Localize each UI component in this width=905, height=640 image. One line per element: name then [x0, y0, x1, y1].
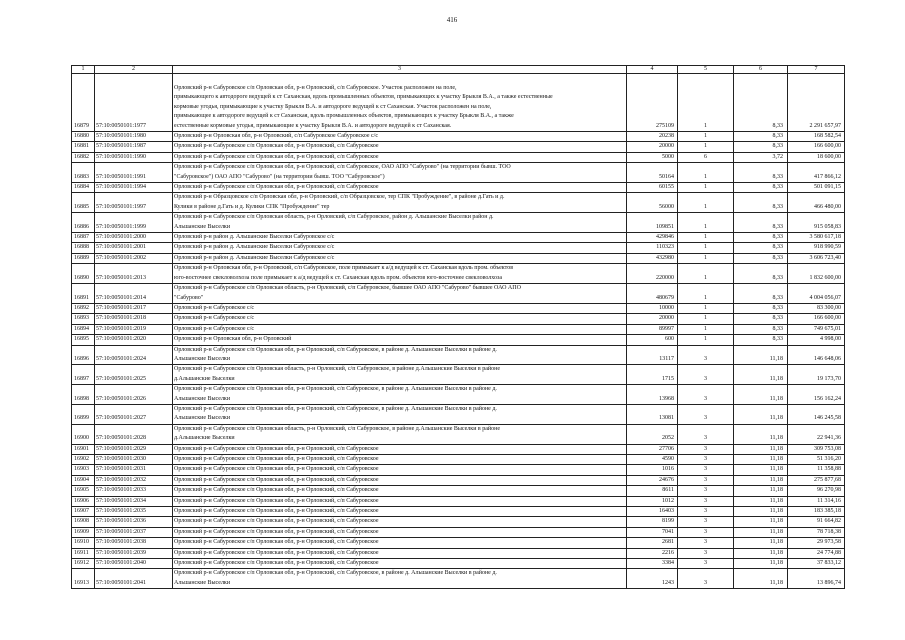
row-number-cell: 16891 [72, 284, 95, 304]
row-number-cell: 16902 [72, 455, 95, 465]
cadastral-number-cell: 57:10:0050101:2025 [95, 365, 173, 385]
value-cell: 501 091,15 [788, 183, 845, 193]
row-number-cell: 16904 [72, 475, 95, 485]
group-cell: 1 [678, 284, 734, 304]
rate-cell: 8,33 [734, 233, 788, 243]
rate-cell: 11,18 [734, 538, 788, 548]
row-number-cell: 16899 [72, 404, 95, 424]
rate-cell: 8,33 [734, 142, 788, 152]
rate-cell: 11,18 [734, 385, 788, 405]
location-description-cell: Орловский р-н район д. Альшанские Выселки Сабуровское с/с [173, 243, 627, 253]
group-cell: 1 [678, 314, 734, 324]
cadastral-number-cell: 57:10:0050101:1991 [95, 163, 173, 183]
cadastral-number-cell: 57:10:0050101:2041 [95, 569, 173, 589]
cadastral-number-cell: 57:10:0050101:2039 [95, 548, 173, 558]
area-cell: 16403 [627, 507, 678, 517]
group-cell: 1 [678, 233, 734, 243]
rate-cell: 11,18 [734, 424, 788, 444]
table-row [72, 465, 845, 475]
table-row [72, 507, 845, 517]
group-cell: 1 [678, 264, 734, 284]
table-row [72, 243, 845, 253]
row-number-cell: 16906 [72, 496, 95, 506]
area-cell: 109851 [627, 213, 678, 233]
table-row [72, 365, 845, 385]
value-cell: 146 245,58 [788, 404, 845, 424]
location-description-cell: Орловский р-н Сабуровское с/п Орловская обл, р-н Орловский, с/п Сабуровское. Участок расположен на поле, примыкающего к автодороге ведущей к ст Саханская, вдоль промышленных объектов, примыкающих к участку Брыкля В.А., а также естественные кормовые угодья, примыкающие к участку Брыкля В.А. и автодороге ведущей к ст Саханская. Участок расположен на поле, примыкающее к автодороге ведущей к ст Саханская, вдоль промышленных объектов, примыкающих к участку Брыкля В.А., а также естественные кормовые угодья, примыкающие к участку Брыкля В.А. и автодороге ведущей к ст Саханская. [173, 74, 627, 132]
table-row [72, 517, 845, 527]
location-description-cell: Орловский р-н Сабуровское с/п Орловская обл, р-н Орловский, с/п Сабуровское [173, 455, 627, 465]
group-cell: 3 [678, 538, 734, 548]
group-cell: 3 [678, 517, 734, 527]
cadastral-number-cell: 57:10:0050101:2001 [95, 243, 173, 253]
cadastral-number-cell: 57:10:0050101:2024 [95, 345, 173, 365]
cadastral-number-cell: 57:10:0050101:2034 [95, 496, 173, 506]
rate-cell: 8,33 [734, 335, 788, 345]
area-cell: 432980 [627, 253, 678, 263]
column-header: 1 [72, 66, 95, 74]
value-cell: 1 832 600,00 [788, 264, 845, 284]
group-cell: 3 [678, 424, 734, 444]
row-number-cell: 16894 [72, 324, 95, 334]
column-header: 6 [734, 66, 788, 74]
location-description-cell: Орловский р-н Сабуровское с/п Орловская обл, р-н Орловский, с/п Сабуровское, в районе д. Альшанские Выселки в районе д. Альшанские Выселки [173, 404, 627, 424]
cadastral-number-cell: 57:10:0050101:2030 [95, 455, 173, 465]
group-cell: 3 [678, 475, 734, 485]
value-cell: 146 648,06 [788, 345, 845, 365]
rate-cell: 8,33 [734, 163, 788, 183]
value-cell: 915 058,83 [788, 213, 845, 233]
group-cell: 1 [678, 335, 734, 345]
area-cell: 20000 [627, 314, 678, 324]
table-row [72, 193, 845, 213]
group-cell: 1 [678, 183, 734, 193]
group-cell: 3 [678, 559, 734, 569]
area-cell: 110323 [627, 243, 678, 253]
location-description-cell: Орловский р-н Сабуровское с/п Орловская область, р-н Орловский, с/п Сабуровское, в районе д.Альшанские Выселки в районе д.Альшанские Выселки [173, 365, 627, 385]
rate-cell: 11,18 [734, 345, 788, 365]
column-header: 2 [95, 66, 173, 74]
table-header-row [72, 66, 845, 74]
cadastral-number-cell: 57:10:0050101:1990 [95, 152, 173, 162]
area-cell: 56000 [627, 193, 678, 213]
group-cell: 3 [678, 455, 734, 465]
row-number-cell: 16889 [72, 253, 95, 263]
table-row [72, 213, 845, 233]
cadastral-number-cell: 57:10:0050101:1977 [95, 74, 173, 132]
rate-cell: 8,33 [734, 284, 788, 304]
group-cell: 1 [678, 303, 734, 313]
area-cell: 24676 [627, 475, 678, 485]
value-cell: 156 162,24 [788, 385, 845, 405]
rate-cell: 8,33 [734, 303, 788, 313]
rate-cell: 11,18 [734, 404, 788, 424]
group-cell: 1 [678, 324, 734, 334]
value-cell: 4 998,00 [788, 335, 845, 345]
row-number-cell: 16881 [72, 142, 95, 152]
location-description-cell: Орловский р-н Образцовское с/п Орловская обл, р-н Орловский, с/п Образцовское, тер СПК "Пробуждение", в районе д.Гать и д. Кулики в районе д.Гать и д. Кулики СПК "Пробуждение" тер [173, 193, 627, 213]
table-row [72, 486, 845, 496]
rate-cell: 8,33 [734, 324, 788, 334]
value-cell: 96 270,98 [788, 486, 845, 496]
group-cell: 1 [678, 253, 734, 263]
value-cell: 83 300,00 [788, 303, 845, 313]
rate-cell: 11,18 [734, 465, 788, 475]
area-cell: 5000 [627, 152, 678, 162]
column-header: 5 [678, 66, 734, 74]
value-cell: 78 718,38 [788, 527, 845, 537]
table-row [72, 385, 845, 405]
area-cell: 220000 [627, 264, 678, 284]
group-cell: 3 [678, 548, 734, 558]
value-cell: 37 833,12 [788, 559, 845, 569]
rate-cell: 11,18 [734, 486, 788, 496]
rate-cell: 8,33 [734, 132, 788, 142]
table-row [72, 538, 845, 548]
row-number-cell: 16908 [72, 517, 95, 527]
row-number-cell: 16897 [72, 365, 95, 385]
area-cell: 600 [627, 335, 678, 345]
rate-cell: 11,18 [734, 507, 788, 517]
rate-cell: 11,18 [734, 496, 788, 506]
rate-cell: 8,33 [734, 264, 788, 284]
value-cell: 18 600,00 [788, 152, 845, 162]
row-number-cell: 16911 [72, 548, 95, 558]
table-body [72, 74, 845, 589]
location-description-cell: Орловский р-н Сабуровское с/п Орловская обл, р-н Орловский, с/п Сабуровское [173, 527, 627, 537]
area-cell: 50164 [627, 163, 678, 183]
area-cell: 429846 [627, 233, 678, 243]
cadastral-number-cell: 57:10:0050101:2038 [95, 538, 173, 548]
row-number-cell: 16901 [72, 444, 95, 454]
rate-cell: 11,18 [734, 475, 788, 485]
rate-cell: 8,33 [734, 213, 788, 233]
row-number-cell: 16907 [72, 507, 95, 517]
value-cell: 3 580 617,18 [788, 233, 845, 243]
location-description-cell: Орловский р-н район д. Альшанские Выселки Сабуровское с/с [173, 253, 627, 263]
rate-cell: 11,18 [734, 527, 788, 537]
cadastral-number-cell: 57:10:0050101:1980 [95, 132, 173, 142]
value-cell: 19 173,70 [788, 365, 845, 385]
cadastral-number-cell: 57:10:0050101:2018 [95, 314, 173, 324]
location-description-cell: Орловский р-н Сабуровское с/п Орловская область, р-н Орловский, с/п Сабуровское, бывшее ОАО АПО "Сабурово" бывшее ОАО АПО "Сабурово" [173, 284, 627, 304]
location-description-cell: Орловский р-н Сабуровское с/п Орловская обл, р-н Орловский, с/п Сабуровское, в районе д. Альшанские Выселки в районе д. Альшанские Выселки [173, 385, 627, 405]
area-cell: 13968 [627, 385, 678, 405]
cadastral-number-cell: 57:10:0050101:2027 [95, 404, 173, 424]
table-row [72, 475, 845, 485]
location-description-cell: Орловский р-н Сабуровское с/п Орловская обл, р-н Орловский, с/п Сабуровское [173, 475, 627, 485]
table-row [72, 324, 845, 334]
rate-cell: 11,18 [734, 517, 788, 527]
table-row [72, 253, 845, 263]
location-description-cell: Орловский р-н Орловская обл, р-н Орловский, с/п Сабуровское, поле примыкает к а/д ведущей к ст. Саханская вдоль пром. объектов юго-восточнее свекловолхоза поле примыкает к а/д ведущей к ст. Саханская вдоль пром. объектов юго-восточнее свекловолхоза [173, 264, 627, 284]
cadastral-number-cell: 57:10:0050101:2033 [95, 486, 173, 496]
row-number-cell: 16887 [72, 233, 95, 243]
rate-cell: 3,72 [734, 152, 788, 162]
row-number-cell: 16885 [72, 193, 95, 213]
group-cell: 1 [678, 132, 734, 142]
group-cell: 1 [678, 193, 734, 213]
area-cell: 20238 [627, 132, 678, 142]
value-cell: 13 896,74 [788, 569, 845, 589]
location-description-cell: Орловский р-н Сабуровское с/п Орловская обл, р-н Орловский, с/п Сабуровское [173, 465, 627, 475]
table-row [72, 345, 845, 365]
table-row [72, 284, 845, 304]
table-row [72, 455, 845, 465]
cadastral-number-cell: 57:10:0050101:2020 [95, 335, 173, 345]
value-cell: 417 866,12 [788, 163, 845, 183]
location-description-cell: Орловский р-н Сабуровское с/с [173, 324, 627, 334]
row-number-cell: 16879 [72, 74, 95, 132]
row-number-cell: 16883 [72, 163, 95, 183]
cadastral-number-cell: 57:10:0050101:2028 [95, 424, 173, 444]
rate-cell: 8,33 [734, 193, 788, 213]
group-cell: 1 [678, 142, 734, 152]
area-cell: 3384 [627, 559, 678, 569]
value-cell: 24 774,88 [788, 548, 845, 558]
table-row [72, 163, 845, 183]
table-row [72, 404, 845, 424]
location-description-cell: Орловский р-н Сабуровское с/п Орловская обл, р-н Орловский, с/п Сабуровское [173, 538, 627, 548]
area-cell: 480679 [627, 284, 678, 304]
area-cell: 1715 [627, 365, 678, 385]
area-cell: 27706 [627, 444, 678, 454]
value-cell: 2 291 657,97 [788, 74, 845, 132]
rate-cell: 11,18 [734, 365, 788, 385]
land-parcel-table [71, 65, 845, 589]
value-cell: 22 941,36 [788, 424, 845, 444]
location-description-cell: Орловский р-н Сабуровское с/с [173, 303, 627, 313]
row-number-cell: 16880 [72, 132, 95, 142]
value-cell: 11 358,88 [788, 465, 845, 475]
group-cell: 1 [678, 74, 734, 132]
row-number-cell: 16903 [72, 465, 95, 475]
column-header: 7 [788, 66, 845, 74]
row-number-cell: 16913 [72, 569, 95, 589]
group-cell: 3 [678, 365, 734, 385]
value-cell: 275 877,68 [788, 475, 845, 485]
area-cell: 20000 [627, 142, 678, 152]
row-number-cell: 16912 [72, 559, 95, 569]
table-row [72, 424, 845, 444]
cadastral-number-cell: 57:10:0050101:2026 [95, 385, 173, 405]
row-number-cell: 16910 [72, 538, 95, 548]
area-cell: 8611 [627, 486, 678, 496]
rate-cell: 11,18 [734, 559, 788, 569]
table-row [72, 314, 845, 324]
row-number-cell: 16886 [72, 213, 95, 233]
group-cell: 3 [678, 404, 734, 424]
cadastral-number-cell: 57:10:0050101:2029 [95, 444, 173, 454]
area-cell: 60155 [627, 183, 678, 193]
table-row [72, 527, 845, 537]
row-number-cell: 16898 [72, 385, 95, 405]
location-description-cell: Орловский р-н Сабуровское с/п Орловская обл, р-н Орловский, с/п Сабуровское [173, 486, 627, 496]
table-row [72, 335, 845, 345]
group-cell: 3 [678, 569, 734, 589]
cadastral-number-cell: 57:10:0050101:2014 [95, 284, 173, 304]
row-number-cell: 16909 [72, 527, 95, 537]
value-cell: 166 600,00 [788, 314, 845, 324]
table-row [72, 559, 845, 569]
location-description-cell: Орловский р-н Сабуровское с/п Орловская обл, р-н Орловский, с/п Сабуровское [173, 444, 627, 454]
table-row [72, 444, 845, 454]
rate-cell: 8,33 [734, 253, 788, 263]
cadastral-number-cell: 57:10:0050101:2031 [95, 465, 173, 475]
rate-cell: 8,33 [734, 183, 788, 193]
value-cell: 3 606 723,40 [788, 253, 845, 263]
group-cell: 3 [678, 385, 734, 405]
cadastral-number-cell: 57:10:0050101:2035 [95, 507, 173, 517]
value-cell: 749 675,01 [788, 324, 845, 334]
location-description-cell: Орловский р-н Сабуровское с/п Орловская обл, р-н Орловский, с/п Сабуровское [173, 152, 627, 162]
group-cell: 3 [678, 444, 734, 454]
value-cell: 166 600,00 [788, 142, 845, 152]
location-description-cell: Орловский р-н Сабуровское с/п Орловская область, р-н Орловский, с/п Сабуровское, в районе д.Альшанские Выселки в районе д.Альшанские Выселки [173, 424, 627, 444]
group-cell: 3 [678, 345, 734, 365]
table-row [72, 132, 845, 142]
location-description-cell: Орловский р-н Сабуровское с/п Орловская обл, р-н Орловский, с/п Сабуровское [173, 507, 627, 517]
location-description-cell: Орловский р-н Сабуровское с/п Орловская обл, р-н Орловский, с/п Сабуровское [173, 183, 627, 193]
cadastral-number-cell: 57:10:0050101:2000 [95, 233, 173, 243]
page-number: 416 [446, 16, 458, 24]
rate-cell: 11,18 [734, 444, 788, 454]
rate-cell: 11,18 [734, 569, 788, 589]
row-number-cell: 16882 [72, 152, 95, 162]
rate-cell: 8,33 [734, 74, 788, 132]
location-description-cell: Орловский р-н Сабуровское с/п Орловская область, р-н Орловский, с/п Сабуровское, район д. Альшанские Выселки район д. Альшанские Выселки [173, 213, 627, 233]
group-cell: 1 [678, 213, 734, 233]
cadastral-number-cell: 57:10:0050101:1994 [95, 183, 173, 193]
area-cell: 2681 [627, 538, 678, 548]
location-description-cell: Орловский р-н Сабуровское с/п Орловская обл, р-н Орловский, с/п Сабуровское [173, 496, 627, 506]
value-cell: 11 314,16 [788, 496, 845, 506]
group-cell: 1 [678, 243, 734, 253]
area-cell: 8199 [627, 517, 678, 527]
location-description-cell: Орловский р-н Сабуровское с/п Орловская обл, р-н Орловский, с/п Сабуровское [173, 559, 627, 569]
row-number-cell: 16900 [72, 424, 95, 444]
value-cell: 51 316,20 [788, 455, 845, 465]
row-number-cell: 16893 [72, 314, 95, 324]
row-number-cell: 16892 [72, 303, 95, 313]
table-row [72, 233, 845, 243]
cadastral-number-cell: 57:10:0050101:1987 [95, 142, 173, 152]
table-row [72, 496, 845, 506]
group-cell: 3 [678, 486, 734, 496]
group-cell: 3 [678, 527, 734, 537]
location-description-cell: Орловский р-н Сабуровское с/п Орловская обл, р-н Орловский, с/п Сабуровское [173, 517, 627, 527]
group-cell: 6 [678, 152, 734, 162]
cadastral-number-cell: 57:10:0050101:1997 [95, 193, 173, 213]
value-cell: 183 385,18 [788, 507, 845, 517]
location-description-cell: Орловский р-н Сабуровское с/п Орловская обл, р-н Орловский, с/п Сабуровское, в районе д. Альшанские Выселки в районе д. Альшанские Выселки [173, 345, 627, 365]
row-number-cell: 16884 [72, 183, 95, 193]
location-description-cell: Орловский р-н Орловская обл, р-н Орловский, с/п Сабуровское Сабуровское с/с [173, 132, 627, 142]
location-description-cell: Орловский р-н Сабуровское с/с [173, 314, 627, 324]
value-cell: 466 480,00 [788, 193, 845, 213]
cadastral-number-cell: 57:10:0050101:2017 [95, 303, 173, 313]
cadastral-number-cell: 57:10:0050101:2002 [95, 253, 173, 263]
location-description-cell: Орловский р-н Сабуровское с/п Орловская обл, р-н Орловский, с/п Сабуровское, в районе д. Альшанские Выселки в районе д. Альшанские Выселки [173, 569, 627, 589]
table-row [72, 303, 845, 313]
table-row [72, 264, 845, 284]
cadastral-number-cell: 57:10:0050101:2037 [95, 527, 173, 537]
value-cell: 91 664,82 [788, 517, 845, 527]
rate-cell: 11,18 [734, 455, 788, 465]
group-cell: 3 [678, 507, 734, 517]
area-cell: 1016 [627, 465, 678, 475]
area-cell: 275109 [627, 74, 678, 132]
location-description-cell: Орловский р-н Орловская обл, р-н Орловский [173, 335, 627, 345]
location-description-cell: Орловский р-н район д. Альшанские Выселки Сабуровское с/с [173, 233, 627, 243]
column-header: 4 [627, 66, 678, 74]
table-row [72, 74, 845, 132]
area-cell: 13081 [627, 404, 678, 424]
cadastral-number-cell: 57:10:0050101:2032 [95, 475, 173, 485]
area-cell: 2052 [627, 424, 678, 444]
rate-cell: 8,33 [734, 314, 788, 324]
table-row [72, 569, 845, 589]
area-cell: 13117 [627, 345, 678, 365]
area-cell: 1243 [627, 569, 678, 589]
area-cell: 4590 [627, 455, 678, 465]
cadastral-number-cell: 57:10:0050101:1999 [95, 213, 173, 233]
value-cell: 918 990,59 [788, 243, 845, 253]
row-number-cell: 16896 [72, 345, 95, 365]
column-header: 3 [173, 66, 627, 74]
area-cell: 1012 [627, 496, 678, 506]
cadastral-number-cell: 57:10:0050101:2036 [95, 517, 173, 527]
location-description-cell: Орловский р-н Сабуровское с/п Орловская обл, р-н Орловский, с/п Сабуровское, ОАО АПО "Сабурово" (на территории бывш. ТОО "Сабуровское") ОАО АПО "Сабурово" (на территории бывш. ТОО "Сабуровское") [173, 163, 627, 183]
area-cell: 2216 [627, 548, 678, 558]
row-number-cell: 16905 [72, 486, 95, 496]
value-cell: 29 973,58 [788, 538, 845, 548]
location-description-cell: Орловский р-н Сабуровское с/п Орловская обл, р-н Орловский, с/п Сабуровское [173, 142, 627, 152]
row-number-cell: 16895 [72, 335, 95, 345]
value-cell: 309 753,08 [788, 444, 845, 454]
value-cell: 168 582,54 [788, 132, 845, 142]
table-row [72, 183, 845, 193]
cadastral-number-cell: 57:10:0050101:2019 [95, 324, 173, 334]
area-cell: 89997 [627, 324, 678, 334]
location-description-cell: Орловский р-н Сабуровское с/п Орловская обл, р-н Орловский, с/п Сабуровское [173, 548, 627, 558]
table-row [72, 152, 845, 162]
row-number-cell: 16890 [72, 264, 95, 284]
group-cell: 3 [678, 496, 734, 506]
table-row [72, 142, 845, 152]
cadastral-number-cell: 57:10:0050101:2040 [95, 559, 173, 569]
rate-cell: 8,33 [734, 243, 788, 253]
area-cell: 7041 [627, 527, 678, 537]
row-number-cell: 16888 [72, 243, 95, 253]
group-cell: 1 [678, 163, 734, 183]
rate-cell: 11,18 [734, 548, 788, 558]
value-cell: 4 004 056,07 [788, 284, 845, 304]
table-row [72, 548, 845, 558]
group-cell: 3 [678, 465, 734, 475]
cadastral-number-cell: 57:10:0050101:2013 [95, 264, 173, 284]
area-cell: 10000 [627, 303, 678, 313]
